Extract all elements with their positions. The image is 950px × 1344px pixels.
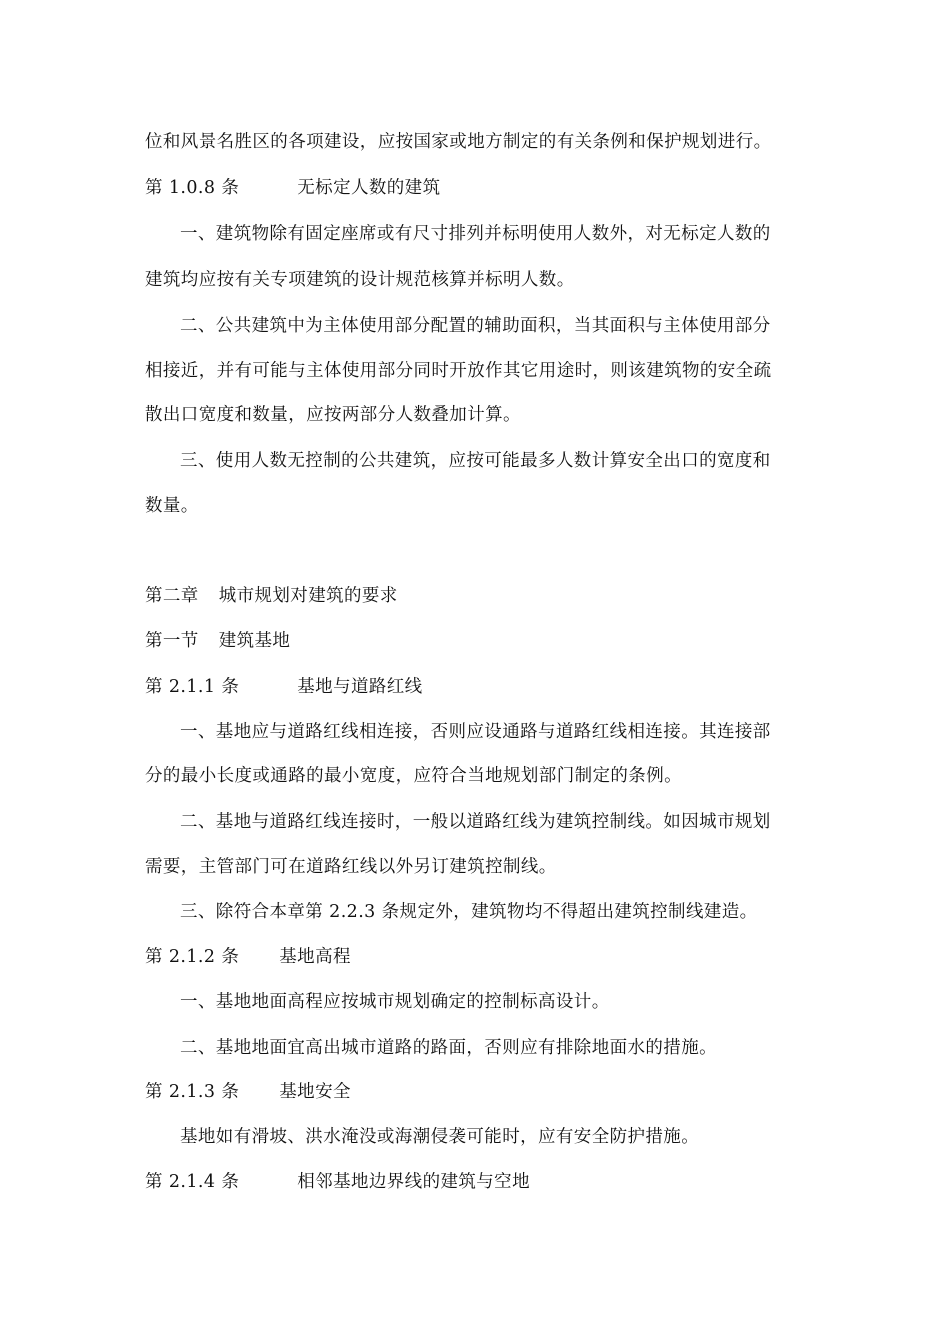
article-heading-2-1-3 xyxy=(145,1080,351,1104)
article-title: 基地与道路红线 xyxy=(297,677,423,697)
article-heading-2-1-1 xyxy=(145,675,423,699)
section-number: 第一节 xyxy=(145,631,199,651)
section-heading xyxy=(145,629,290,653)
paragraph-line: 位和风景名胜区的各项建设，应按国家或地方制定的有关条例和保护规划进行。 xyxy=(145,132,772,152)
chapter-number: 第二章 xyxy=(145,586,199,606)
section-title: 建筑基地 xyxy=(218,631,291,651)
paragraph-line: 建筑均应按有关专项建筑的设计规范核算并标明人数。 xyxy=(145,270,575,290)
article-number: 第 2.1.2 条 xyxy=(145,947,240,967)
paragraph-line: 散出口宽度和数量，应按两部分人数叠加计算。 xyxy=(145,405,521,425)
article-title: 基地安全 xyxy=(279,1082,351,1102)
paragraph-line: 一、基地应与道路红线相连接，否则应设通路与道路红线相连接。其连接部 xyxy=(180,722,771,742)
paragraph-line: 相接近，并有可能与主体使用部分同时开放作其它用途时，则该建筑物的安全疏 xyxy=(145,361,772,381)
article-title: 相邻基地边界线的建筑与空地 xyxy=(297,1172,530,1192)
paragraph-line: 三、除符合本章第 2.2.3 条规定外，建筑物均不得超出建筑控制线建造。 xyxy=(180,902,758,922)
article-title: 无标定人数的建筑 xyxy=(297,178,441,198)
article-number: 第 2.1.4 条 xyxy=(145,1172,240,1192)
article-number: 第 2.1.1 条 xyxy=(145,677,240,697)
paragraph-line: 二、基地地面宜高出城市道路的路面，否则应有排除地面水的措施。 xyxy=(180,1038,717,1058)
article-number: 第 1.0.8 条 xyxy=(145,178,240,198)
paragraph-line: 数量。 xyxy=(145,496,199,516)
paragraph-line: 一、建筑物除有固定座席或有尺寸排列并标明使用人数外，对无标定人数的 xyxy=(180,224,771,244)
paragraph-line: 基地如有滑坡、洪水淹没或海潮侵袭可能时，应有安全防护措施。 xyxy=(180,1127,700,1147)
chapter-heading xyxy=(145,584,398,608)
chapter-title: 城市规划对建筑的要求 xyxy=(218,586,398,606)
paragraph-line: 一、基地地面高程应按城市规划确定的控制标高设计。 xyxy=(180,992,610,1012)
article-heading-2-1-4 xyxy=(145,1170,530,1194)
paragraph-line: 三、使用人数无控制的公共建筑，应按可能最多人数计算安全出口的宽度和 xyxy=(180,451,771,471)
paragraph-line: 二、基地与道路红线连接时，一般以道路红线为建筑控制线。如因城市规划 xyxy=(180,812,771,832)
paragraph-line: 需要，主管部门可在道路红线以外另订建筑控制线。 xyxy=(145,857,557,877)
article-heading-2-1-2 xyxy=(145,945,351,969)
paragraph-line: 分的最小长度或通路的最小宽度，应符合当地规划部门制定的条例。 xyxy=(145,766,682,786)
paragraph-line: 二、公共建筑中为主体使用部分配置的辅助面积，当其面积与主体使用部分 xyxy=(180,316,771,336)
article-title: 基地高程 xyxy=(279,947,351,967)
article-number: 第 2.1.3 条 xyxy=(145,1082,240,1102)
article-heading-1-0-8 xyxy=(145,176,440,200)
